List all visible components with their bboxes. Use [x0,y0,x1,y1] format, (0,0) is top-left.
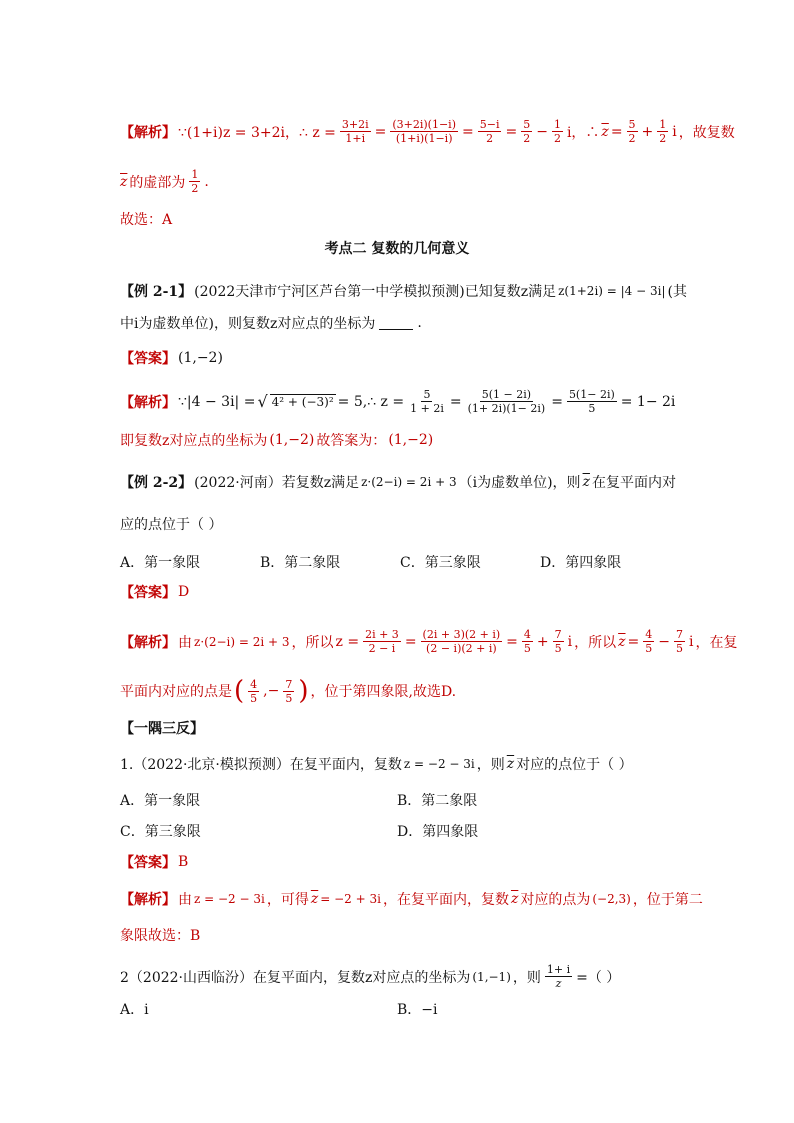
practice-2-options [120,999,674,1019]
example-2-1-question-line-1: 【例 2-1】 (2022天津市宁河区芦台第一中学模拟预测)已知复数z满足 z(1+2i) = |4 − 3i| (其 [120,281,687,301]
analysis-label: 【解析】 [120,394,176,411]
fraction: $\frac{5(1 - 2i)}{(1+ 2i)(1- 2i)}$ [467,388,546,415]
fraction: $\frac{4}{5}$ [645,628,653,655]
analysis-label: 【解析】 [120,892,176,908]
practice-1-options-row-1 [120,790,674,810]
answer-choice: 故选：A [120,212,173,228]
fraction: $\frac{1}{2}$ [659,118,667,145]
option-a: A．i [120,1002,149,1018]
option-a: A．第一象限 [120,555,201,571]
answer-blank [379,317,413,330]
option-c: C．第三象限 [120,824,201,840]
answer-label: 【答案】 [120,351,176,367]
fraction: $\frac{(2i + 3)(2 + i)}{(2 - i)(2 + i)}$ [422,628,501,655]
fraction: $\frac{5}{2}$ [628,118,636,145]
example-2-1-question-line-2: 中i为虚数单位)，则复数z对应点的坐标为 . [120,315,422,332]
fraction: $\frac{4}{5}$ [523,628,531,655]
example-2-2-options [120,552,680,572]
option-d: D．第四象限 [397,824,479,840]
fraction: $\frac{(3+2i)(1-i)}{(1+i)(1-i)}$ [392,118,456,145]
solution-line-1: 【解析】 ∵(1+i)z = 3+2i，∴ z = $\frac{3+2i}{1+i}$ = $\frac{(3+2i)(1-i)}{(1+i)(1-i)}$ = $\frac{5-i}{2}$ = $\frac{5}{2}$ − $\frac{1}{2}$ i，∴ $\overline{z}$ = $\frac{5}{2}$ + $\frac{1}{2}$ i ，故复数 [120,118,735,145]
practice-1-answer: 【答案】 B [120,854,189,871]
fraction: $\frac{5-i}{2}$ [479,118,500,145]
practice-heading: 【一隅三反】 [120,721,204,737]
option-b: B．−i [397,1002,438,1018]
fraction: $\frac{1}{2}$ [553,118,561,145]
option-d: D．第四象限 [540,555,622,571]
fraction: $\frac{3+2i}{1+i}$ [341,118,369,145]
fraction: $\frac{4}{5}$ [250,677,258,705]
example-2-2-answer: 【答案】 D [120,584,190,601]
example-2-2-solution-line-1: 【解析】 由 z·(2−i) = 2i + 3 ，所以 z = $\frac{2i + 3}{2 - i}$ = $\frac{(2i + 3)(2 + i)}{(2 - i)(2 + i)}$ = $\frac{4}{5}$ + $\frac{7}{5}$ i ，所以 $\overline{z}$ = $\frac{4}{5}$ − $\frac{7}{5}$ i ，在复 [120,628,738,655]
practice-1-question: 1.（2022·北京·模拟预测）在复平面内，复数 z = −2 − 3i ，则 $\overline{z}$ 对应的点位于（ ） [120,756,633,773]
practice-2-question: 2（2022·山西临汾）在复平面内，复数z对应点的坐标为 (1,−1) ，则 $\frac{1+ i}{z}$ =（ ） [120,963,621,990]
example-2-1-answer: 【答案】 (1,−2) [120,350,223,367]
fraction: $\frac{5}{2}$ [523,118,531,145]
option-a: A．第一象限 [120,793,201,809]
option-b: B．第二象限 [397,793,478,809]
practice-1-options-row-2 [120,821,674,841]
section-title: 考点二 复数的几何意义 [324,241,470,257]
fraction: $\frac{1}{2}$ [191,168,199,195]
fraction: $\frac{7}{5}$ [554,628,562,655]
example-2-2-question-line-2: 应的点位于（ ） [120,517,223,533]
example-2-2-question-line-1: 【例 2-2】 (2022·河南）若复数z满足 z·(2−i) = 2i + 3 （i为虚数单位)，则 $\overline{z}$ 在复平面内对 [120,474,676,491]
example-2-1-solution: 【解析】 ∵|4 − 3i| = √ 4² + (−3)² = 5,∴ z = $\frac{5}{1 + 2i}$ = $\frac{5(1 - 2i)}{(1+ 2i)(1- 2i)}$ = $\frac{5(1- 2i)}{5}$ = 1− 2i [120,388,676,415]
fraction: $\frac{5}{1 + 2i}$ [410,388,444,415]
analysis-label: 【解析】 [120,124,176,141]
example-label: 【例 2-2】 [120,475,193,491]
answer-label: 【答案】 [120,855,176,871]
example-2-2-solution-line-2: 平面内对应的点是 ( $\frac{4}{5}$ ,− $\frac{7}{5}$ ) ，位于第四象限,故选D. [120,676,457,706]
solution-line-2: $\overline{z}$ 的虚部为 $\frac{1}{2}$ . [120,168,209,195]
practice-1-solution-line-2: 象限故选：B [120,928,201,944]
fraction: $\frac{7}{5}$ [285,677,293,705]
example-2-1-conclusion: 即复数z对应点的坐标为 (1,−2) 故答案为： (1,−2) [120,432,434,449]
analysis-label: 【解析】 [120,634,176,651]
fraction: $\frac{2i + 3}{2 - i}$ [365,628,399,655]
option-c: C．第三象限 [400,555,481,571]
answer-label: 【答案】 [120,585,176,601]
fraction: $\frac{5(1- 2i)}{5}$ [568,388,615,415]
fraction: $\frac{1+ i}{z}$ [546,963,571,990]
fraction: $\frac{7}{5}$ [675,628,683,655]
option-b: B．第二象限 [260,555,341,571]
example-label: 【例 2-1】 [120,284,193,300]
practice-1-solution-line-1: 【解析】 由 z = −2 − 3i ，可得 $\overline{z}$ = −2 + 3i ，在复平面内，复数 $\overline{z}$ 对应的点为 (−2,3) ，位于第二 [120,891,703,908]
